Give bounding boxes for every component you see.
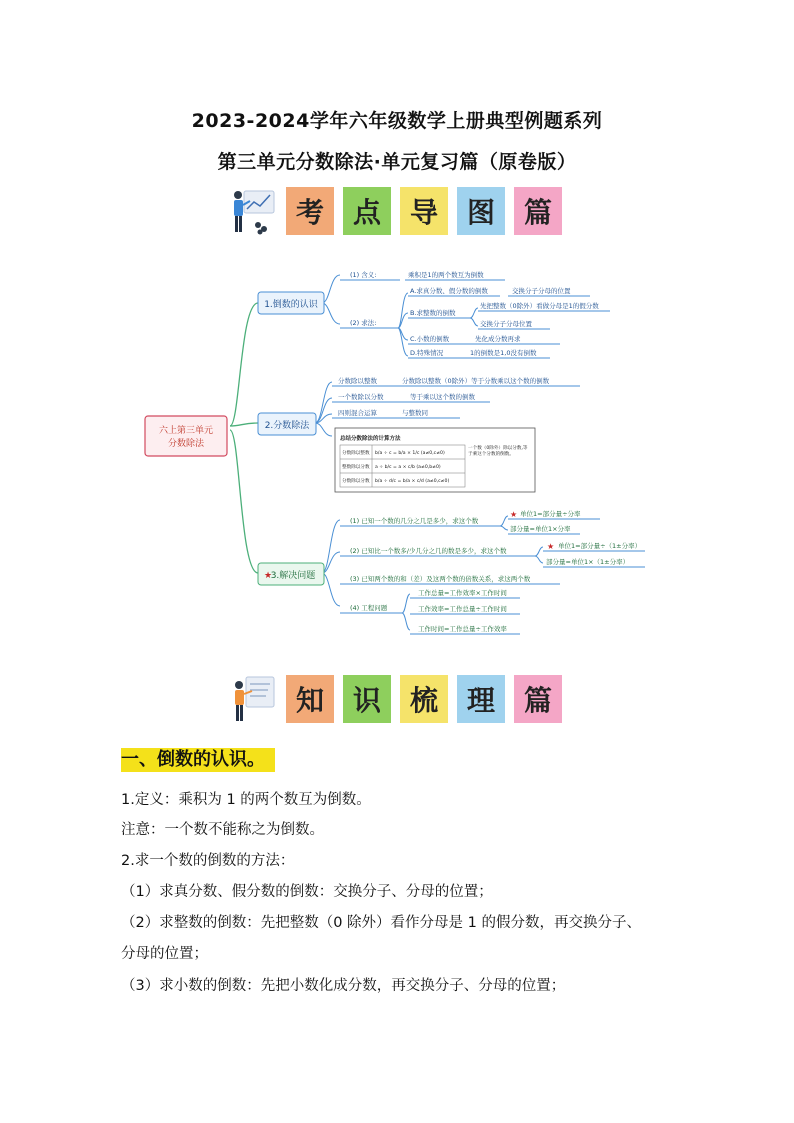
banner-tile-1: 考 [286,187,334,235]
banner-tile-3: 导 [400,187,448,235]
paragraph-line-7: （3）求小数的倒数：先把小数化成分数，再交换分子、分母的位置； [121,978,566,994]
star-icon: ★ [510,510,518,519]
b3-q4a: 工作总量=工作效率×工作时间 [418,589,507,597]
mind-map [140,258,642,638]
b1-def-text: 乘积是1的两个数互为倒数 [408,271,484,279]
section-heading: 一、倒数的认识。 [121,748,275,772]
paragraph-line-6: 分母的位置； [121,946,208,962]
banner2-tile-5: 篇 [514,675,562,723]
banner2-tile-3: 梳 [400,675,448,723]
b1-a-text: 交换分子分母的位置 [512,287,571,295]
b2-r3-text: 与整数同 [402,409,428,417]
b1-b-label: B.求整数的倒数 [410,309,456,317]
banner-knowledge [230,673,571,725]
b3-q2a: 单位1=部分量÷（1±分率） [558,542,642,550]
paragraph-line-5: （2）求整数的倒数：先把整数（0 除外）看作分母是 1 的假分数，再交换分子、 [121,915,642,931]
b1-b-text1: 先把整数（0除外）看做分母是1的假分数 [480,302,599,310]
banner2-tile-2: 识 [343,675,391,723]
mindmap-root-label: 六上第三单元分数除法 [158,426,214,449]
banner-tile-2: 点 [343,187,391,235]
branch-label-1: 1.倒数的认识 [264,300,318,310]
summary-formula-1: b/a ÷ c = b/a × 1/c (a≠0,c≠0) [375,451,445,456]
presenter-illustration [230,185,276,237]
banner-tile-5: 篇 [514,187,562,235]
b1-def-label: (1) 含义: [350,271,377,279]
branch-label-3: 3.解决问题 [270,571,316,581]
b2-r1-text: 分数除以整数（0除外）等于分数乘以这个数的倒数 [402,377,550,385]
b1-c-text: 先化成分数再求 [475,335,521,343]
b2-r2-label: 一个数除以分数 [338,393,384,401]
document-subtitle: 第三单元分数除法·单元复习篇（原卷版） [217,151,577,173]
b3-q1b: 部分量=单位1×分率 [510,525,571,533]
summary-note: 一个数（0除外）除以分数,等于乘这个分数的倒数。 [468,446,528,457]
b3-q1: (1) 已知一个数的几分之几是多少，求这个数 [350,517,479,525]
b3-q4c: 工作时间=工作总量÷工作效率 [418,625,507,633]
b2-r3-label: 四则混合运算 [338,409,377,417]
b3-q2b: 部分量=单位1×（1±分率） [546,558,630,566]
b3-q3: (3) 已知两个数的和（差）及这两个数的倍数关系，求这两个数 [350,575,531,583]
document-title: 2023-2024学年六年级数学上册典型例题系列 [191,110,603,132]
b1-d-text: 1的倒数是1,0没有倒数 [470,349,537,357]
star-icon: ★ [264,571,273,581]
star-icon: ★ [547,542,555,551]
banner-mindmap [230,185,571,237]
b3-q4: (4) 工程问题 [350,604,388,612]
b3-q2: (2) 已知比一个数多/少几分之几的数是多少，求这个数 [350,547,507,555]
b2-r2-text: 等于乘以这个数的倒数 [410,393,475,401]
b3-q1a: 单位1=部分量÷分率 [520,510,581,518]
summary-row-3: 分数除以分数 [342,479,370,484]
b1-c-label: C.小数的倒数 [410,335,450,343]
paragraph-line-3: 2.求一个数的倒数的方法： [121,853,295,869]
banner2-tile-4: 理 [457,675,505,723]
summary-formula-3: b/a ÷ d/c = b/a × c/d (a≠0,c≠0) [375,479,450,484]
b1-d-label: D.特殊情况 [410,349,444,357]
b2-r1-label: 分数除以整数 [338,377,377,385]
banner2-tile-1: 知 [286,675,334,723]
b1-method-label: (2) 求法: [350,319,377,327]
b1-a-label: A.求真分数、假分数的倒数 [410,287,488,295]
summary-row-2: 整数除以分数 [342,465,370,470]
mindmap-root-node [145,416,227,456]
paragraph-line-4: （1）求真分数、假分数的倒数：交换分子、分母的位置； [121,884,493,900]
teacher-illustration [230,673,276,725]
paragraph-line-1: 1.定义：乘积为 1 的两个数互为倒数。 [121,792,371,808]
summary-row-1: 分数除以整数 [342,451,370,456]
b3-q4b: 工作效率=工作总量÷工作时间 [418,605,507,613]
branch-label-2: 2.分数除法 [264,421,310,431]
banner-tile-4: 图 [457,187,505,235]
paragraph-line-2: 注意：一个数不能称之为倒数。 [121,822,324,838]
b1-b-text2: 交换分子分母位置 [480,320,532,328]
summary-box-title: 总结分数除法的计算方法 [340,436,401,442]
summary-formula-2: a ÷ b/c = a × c/b (a≠0,b≠0) [375,465,441,470]
